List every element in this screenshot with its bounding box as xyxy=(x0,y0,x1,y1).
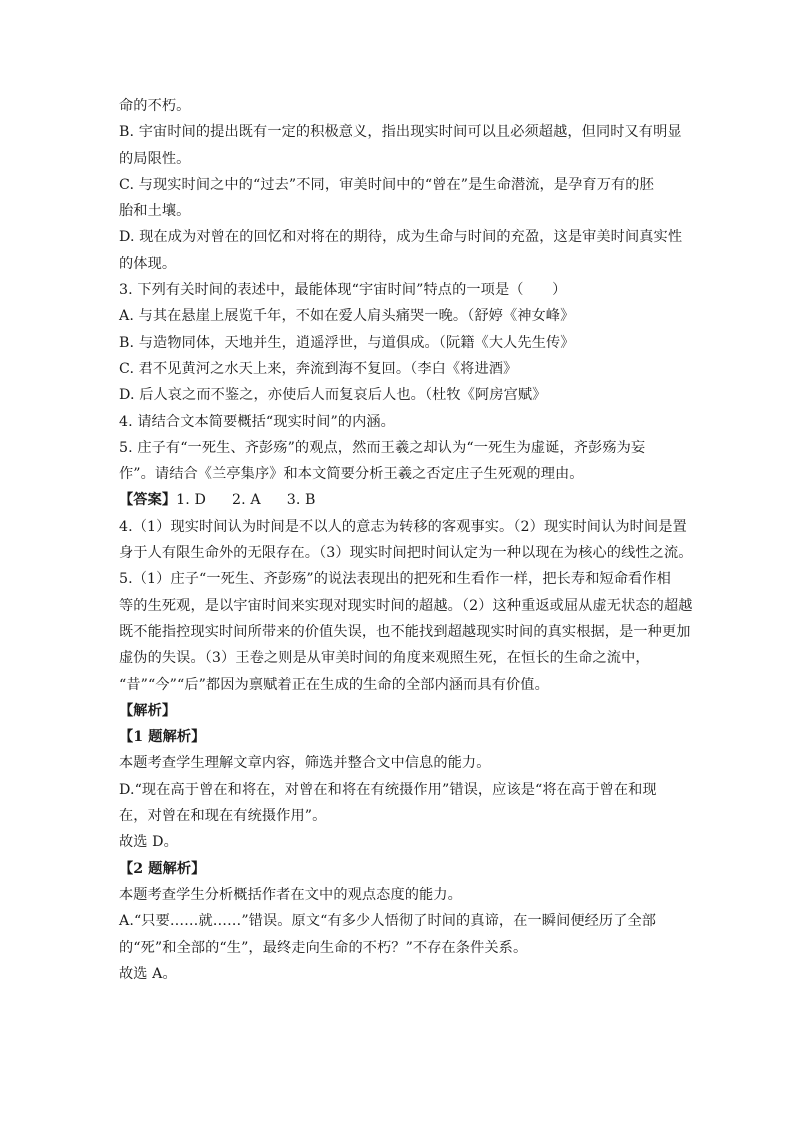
answer-item: 1. D xyxy=(176,492,206,509)
text-line: B. 与造物同体，天地并生，逍遥浮世，与道俱成。（阮籍《大人先生传》 xyxy=(119,334,575,351)
text-line: 的体现。 xyxy=(119,255,177,272)
text-line: 5. 庄子有“一死生、齐彭殇”的观点，然而王羲之却认为“一死生为虚诞，齐彭殇为妄 xyxy=(119,439,646,456)
text-line: C. 与现实时间之中的“过去”不同，审美时间中的“曾在”是生命潜流，是孕育万有的胚 xyxy=(119,176,654,193)
text-line: D. 现在成为对曾在的回忆和对将在的期待，成为生命与时间的充盈，这是审美时间真实性 xyxy=(119,229,683,246)
text-line: 的“死”和全部的“生”，最终走向生命的不朽？”不存在条件关系。 xyxy=(119,939,528,956)
text-line: 4.（1）现实时间认为时间是不以人的意志为转移的客观事实。（2）现实时间认为时间是置 xyxy=(119,518,687,535)
text-line: B. 宇宙时间的提出既有一定的积极意义，指出现实时间可以且必须超越，但同时又有明显 xyxy=(119,124,682,141)
text-line: 5.（1）庄子“一死生、齐彭殇”的说法表现出的把死和生看作一样，把长寿和短命看作相 xyxy=(119,571,671,588)
text-line: D. 后人哀之而不鉴之，亦使后人而复哀后人也。（杜牧《阿房宫赋》 xyxy=(119,387,547,404)
text-line: 在，对曾在和现在有统摄作用”。 xyxy=(119,808,327,825)
text-line: “昔”“今”“后”都因为禀赋着正在生成的生命的全部内涵而具有价值。 xyxy=(119,676,549,693)
section-heading: 【1 题解析】 xyxy=(119,729,206,746)
text-line: 既不能指控现实时间所带来的价值失误，也不能找到超越现实时间的真实根据，是一种更加 xyxy=(119,623,691,640)
text-line: 身于人有限生命外的无限存在。（3）现实时间把时间认定为一种以现在为核心的线性之流。 xyxy=(119,545,693,562)
text-line: 本题考查学生理解文章内容，筛选并整合文中信息的能力。 xyxy=(119,755,491,772)
section-heading: 【解析】 xyxy=(119,702,177,719)
text-line: 命的不朽。 xyxy=(119,98,191,114)
text-line: C. 君不见黄河之水天上来，奔流到海不复回。（李白《将进酒》 xyxy=(119,360,518,377)
text-line: 的局限性。 xyxy=(119,150,191,167)
text-line: 故选 A。 xyxy=(119,965,177,982)
text-line: 胎和土壤。 xyxy=(119,203,191,220)
text-line: 故选 D。 xyxy=(119,834,178,851)
text-line: 虚伪的失误。（3）王卷之则是从审美时间的角度来观照生死，在恒长的生命之流中， xyxy=(119,650,650,667)
answer-label: 【答案】 xyxy=(119,492,177,509)
text-line: 等的生死观，是以宇宙时间来实现对现实时间的超越。（2）这种重返或屈从虚无状态的超越 xyxy=(119,597,693,614)
text-line: A.“只要……就……”错误。原文“有多少人悟彻了时间的真谛，在一瞬间便经历了全部 xyxy=(119,913,657,930)
text-line: 3. 下列有关时间的表述中，最能体现“宇宙时间”特点的一项是（ ） xyxy=(119,282,567,299)
answer-item: 3. B xyxy=(286,492,316,509)
text-line: A. 与其在悬崖上展览千年，不如在爱人肩头痛哭一晚。（舒婷《神女峰》 xyxy=(119,308,575,325)
text-line: 4. 请结合文本简要概括“现实时间”的内涵。 xyxy=(119,413,395,430)
text-line: 本题考查学生分析概括作者在文中的观点态度的能力。 xyxy=(119,886,462,903)
section-heading: 【2 题解析】 xyxy=(119,860,206,877)
answer-line xyxy=(119,487,689,513)
text-line: D.“现在高于曾在和将在，对曾在和将在有统摄作用”错误，应该是“将在高于曾在和现 xyxy=(119,781,657,798)
answer-item: 2. A xyxy=(231,492,261,509)
document-page xyxy=(119,93,693,987)
text-line: 作”。请结合《兰亭集序》和本文简要分析王羲之否定庄子生死观的理由。 xyxy=(119,466,584,483)
